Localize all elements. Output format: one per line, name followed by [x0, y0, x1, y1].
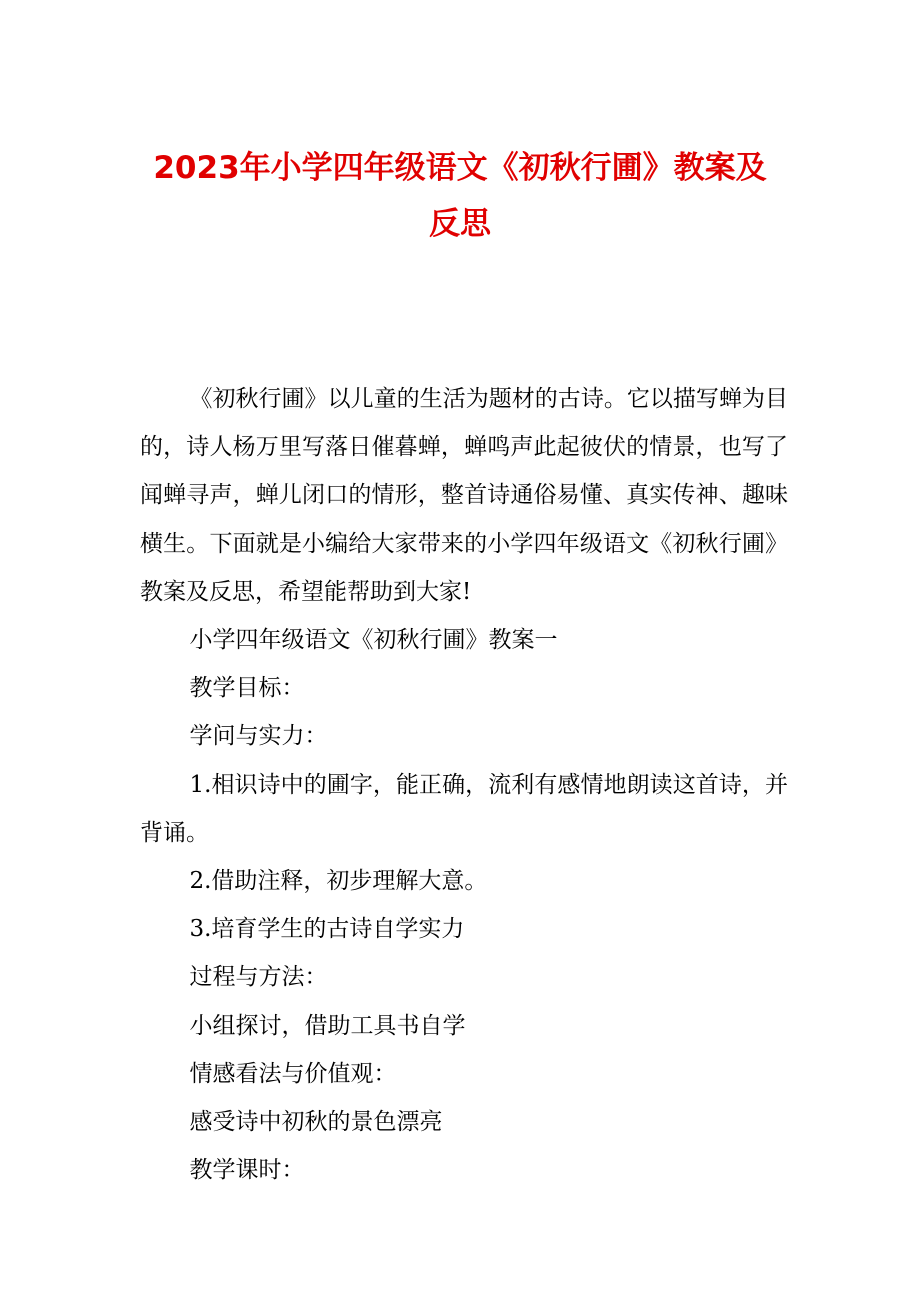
intro-paragraph: 《初秋行圃》以儿童的生活为题材的古诗。它以描写蝉为目的，诗人杨万里写落日催暮蝉，蝉鸣声此起彼伏的情景，也写了闻蝉寻声，蝉儿闭口的情形，整首诗通俗易懂、真实传神、趣味横生。下面就是小编给大家带来的小学四年级语文《初秋行圃》教案及反思，希望能帮助到大家! [140, 386, 788, 605]
body-line: 情感看法与价值观： [189, 1060, 397, 1087]
body-line: 教学课时： [189, 1157, 305, 1184]
section-heading: 小学四年级语文《初秋行圃》教案一 [189, 627, 558, 654]
body-line: 教学目标： [189, 675, 305, 702]
body-line: 学问与实力： [189, 723, 328, 750]
body-line: 3.培育学生的古诗自学实力 [189, 916, 465, 943]
body-line: 感受诗中初秋的景色漂亮 [189, 1109, 443, 1136]
title-line-2: 反思 [429, 206, 491, 242]
body-line: 小组探讨，借助工具书自学 [189, 1012, 466, 1039]
document-body [140, 375, 788, 1194]
body-line: 2.借助注释，初步理解大意。 [189, 868, 488, 895]
body-line: 过程与方法： [189, 964, 328, 991]
document-title [120, 140, 800, 252]
body-line: 1.相识诗中的圃字，能正确，流利有感情地朗读这首诗，并背诵。 [140, 771, 788, 846]
title-line-1: 2023年小学四年级语文《初秋行圃》教案及 [153, 150, 767, 186]
